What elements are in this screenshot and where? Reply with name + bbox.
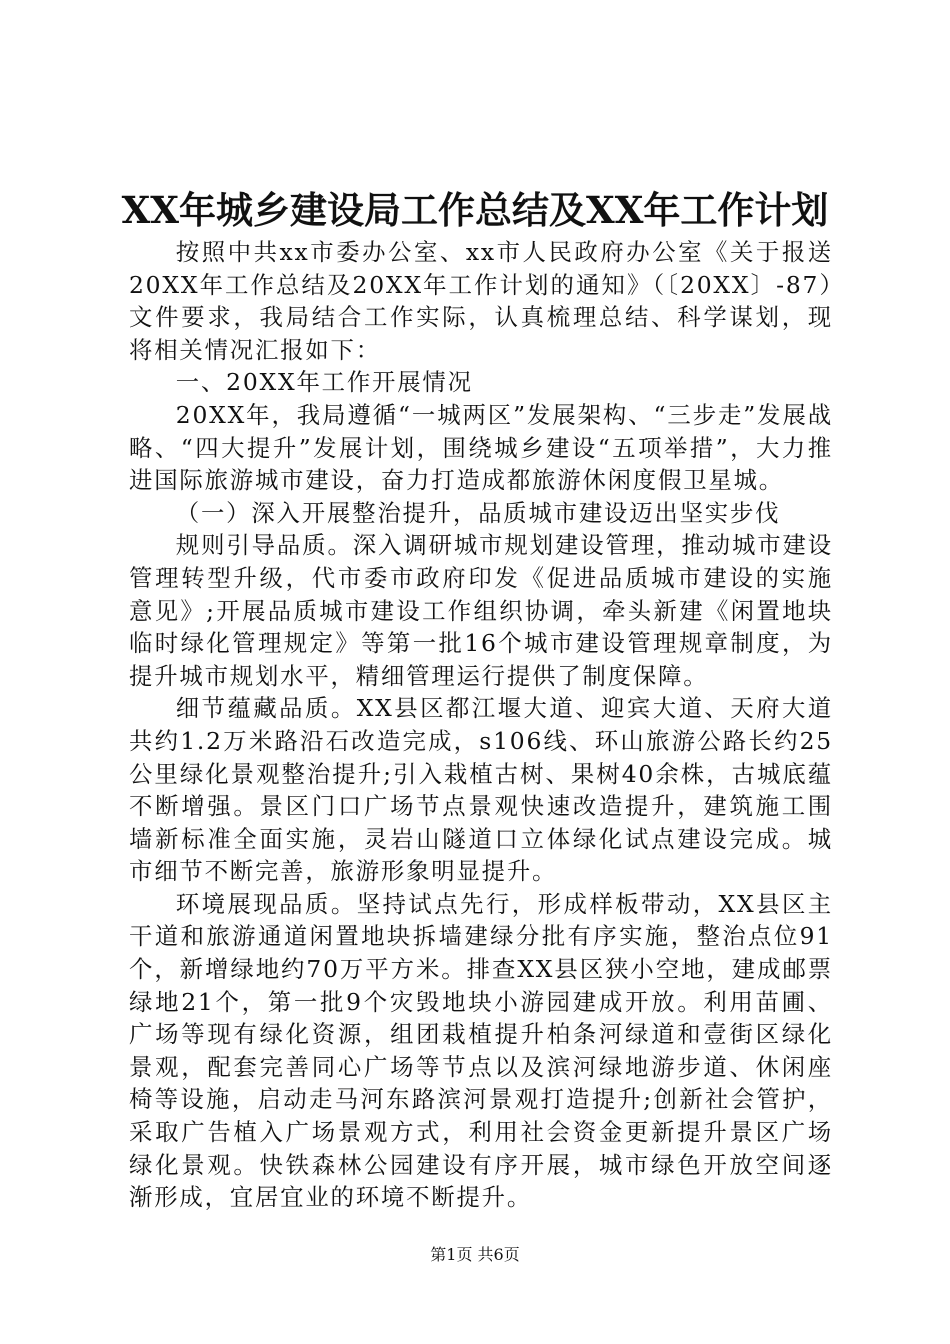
intro-paragraph: 按照中共xx市委办公室、xx市人民政府办公室《关于报送20XX年工作总结及20XX年工作计划的通知》（〔20XX〕-87）文件要求，我局结合工作实际，认真梳理总结、科学谋划，现将相关情况汇报如下： [129,238,833,364]
document-body [129,236,833,1214]
details-paragraph: 细节蕴藏品质。XX县区都江堰大道、迎宾大道、天府大道共约1.2万米路沿石改造完成，s106线、环山旅游公路长约25公里绿化景观整治提升;引入栽植古树、果树40余株，古城底蕴不断增强。景区门口广场节点景观快速改造提升，建筑施工围墙新标准全面实施，灵岩山隧道口立体绿化试点建设完成。城市细节不断完善，旅游形象明显提升。 [129,694,833,886]
subsection-heading-1: （一）深入开展整治提升，品质城市建设迈出坚实步伐 [175,498,781,527]
environment-paragraph: 环境展现品质。坚持试点先行，形成样板带动，XX县区主干道和旅游通道闲置地块拆墙建绿分批有序实施，整治点位91个，新增绿地约70万平方米。排查XX县区狭小空地，建成邮票绿地21个，第一批9个灾毁地块小游园建成开放。利用苗圃、广场等现有绿化资源，组团栽植提升柏条河绿道和壹街区绿化景观，配套完善同心广场等节点以及滨河绿地游步道、休闲座椅等设施，启动走马河东路滨河景观打造提升;创新社会管护，采取广告植入广场景观方式，利用社会资金更新提升景区广场绿化景观。快铁森林公园建设有序开展，城市绿色开放空间逐渐形成，宜居宜业的环境不断提升。 [129,889,833,1212]
document-title: XX年城乡建设局工作总结及XX年工作计划 [121,188,829,232]
rules-paragraph: 规则引导品质。深入调研城市规划建设管理，推动城市建设管理转型升级，代市委市政府印发《促进品质城市建设的实施意见》;开展品质城市建设工作组织协调，牵头新建《闲置地块临时绿化管理规定》等第一批16个城市建设管理规章制度，为提升城市规划水平，精细管理运行提供了制度保障。 [129,531,833,690]
page-number-footer: 第1页 共6页 [430,1245,520,1264]
overview-paragraph: 20XX年，我局遵循“一城两区”发展架构、“三步走”发展战略、“四大提升”发展计划，围绕城乡建设“五项举措”，大力推进国际旅游城市建设，奋力打造成都旅游休闲度假卫星城。 [129,400,833,495]
section-heading-1: 一、20XX年工作开展情况 [175,368,473,397]
